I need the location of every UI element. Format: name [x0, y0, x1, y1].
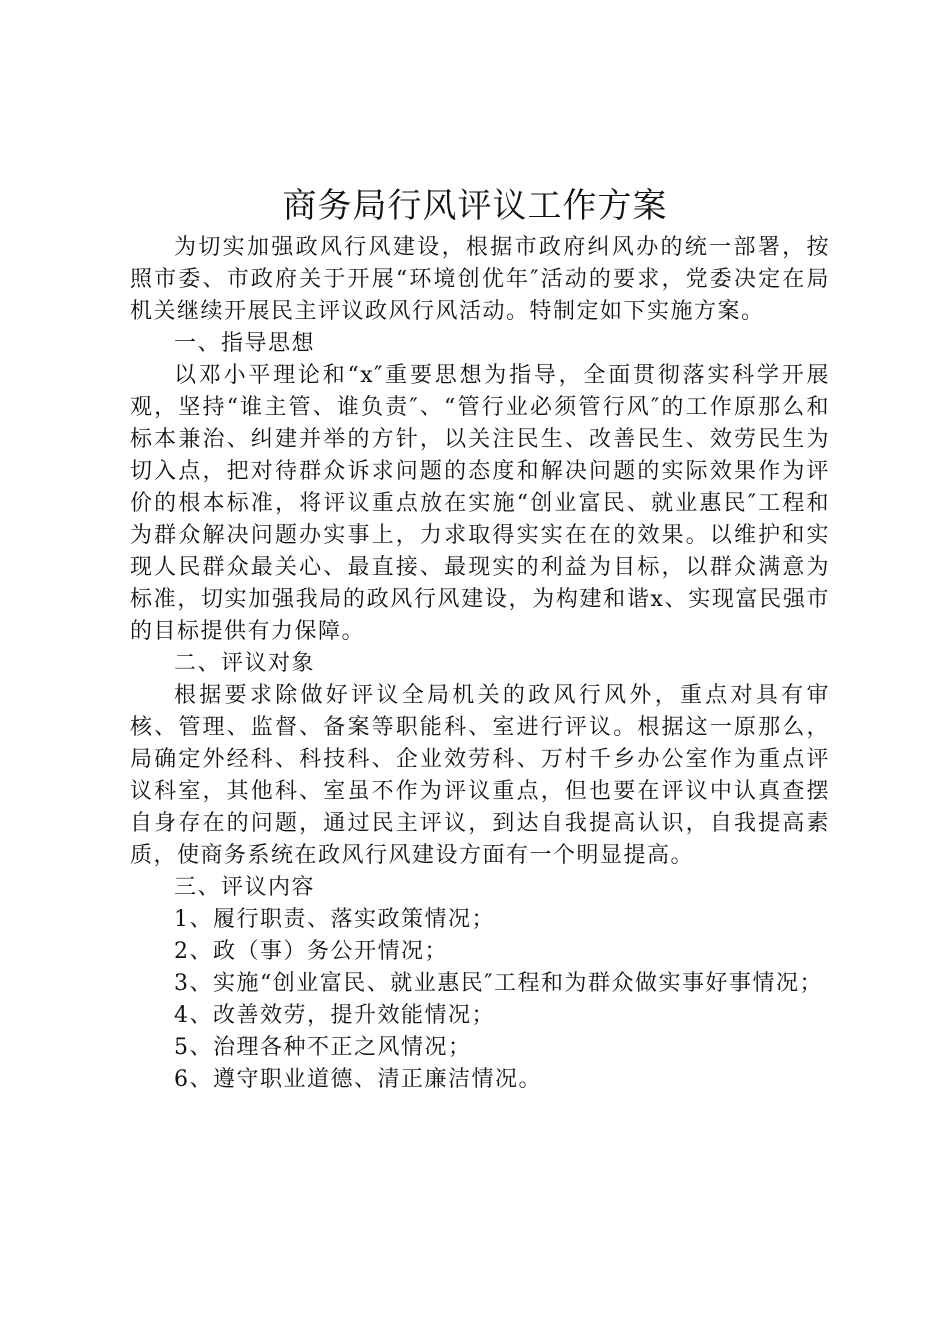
list-item: 3、实施“创业富民、就业惠民″工程和为群众做实事好事情况；: [174, 971, 823, 996]
list-item: 2、政（事）务公开情况；: [174, 939, 448, 964]
section-heading-evaluation-targets: 二、评议对象: [174, 651, 316, 676]
paragraph-evaluation-targets: 根据要求除做好评议全局机关的政风行风外，重点对具有审核、管理、监督、备案等职能科、室进行评议。根据这一原那么，局确定外经科、科技科、企业效劳科、万村千乡办公室作为重点评议科室，其他科、室虽不作为评议重点，但也要在评议中认真查摆自身存在的问题，通过民主评议，到达自我提高认识，自我提高素质，使商务系统在政风行风建设方面有一个明显提高。: [130, 683, 830, 868]
list-item: 5、治理各种不正之风情况；: [174, 1035, 472, 1060]
list-item: 1、履行职责、落实政策情况；: [174, 907, 495, 932]
document-body: [130, 232, 830, 1096]
paragraph-guiding-thought: 以邓小平理论和“x″重要思想为指导，全面贯彻落实科学开展观，坚持“谁主管、谁负责″、“管行业必须管行风″的工作原那么和标本兼治、纠建并举的方针，以关注民生、改善民生、效劳民生为切入点，把对待群众诉求问题的态度和解决问题的实际效果作为评价的根本标准，将评议重点放在实施“创业富民、就业惠民″工程和为群众解决问题办实事上，力求取得实实在在的效果。以维护和实现人民群众最关心、最直接、最现实的利益为目标，以群众满意为标准，切实加强我局的政风行风建设，为构建和谐x、实现富民强市的目标提供有力保障。: [130, 363, 830, 644]
section-heading-guiding-thought: 一、指导思想: [174, 331, 316, 356]
paragraph-intro: 为切实加强政风行风建设，根据市政府纠风办的统一部署，按照市委、市政府关于开展“环境创优年″活动的要求，党委决定在局机关继续开展民主评议政风行风活动。特制定如下实施方案。: [130, 235, 830, 324]
section-heading-evaluation-content: 三、评议内容: [174, 875, 316, 900]
document-title: 商务局行风评议工作方案: [282, 186, 668, 226]
list-item: 6、遵守职业道德、清正廉洁情况。: [174, 1067, 542, 1092]
list-item: 4、改善效劳，提升效能情况；: [174, 1003, 495, 1028]
